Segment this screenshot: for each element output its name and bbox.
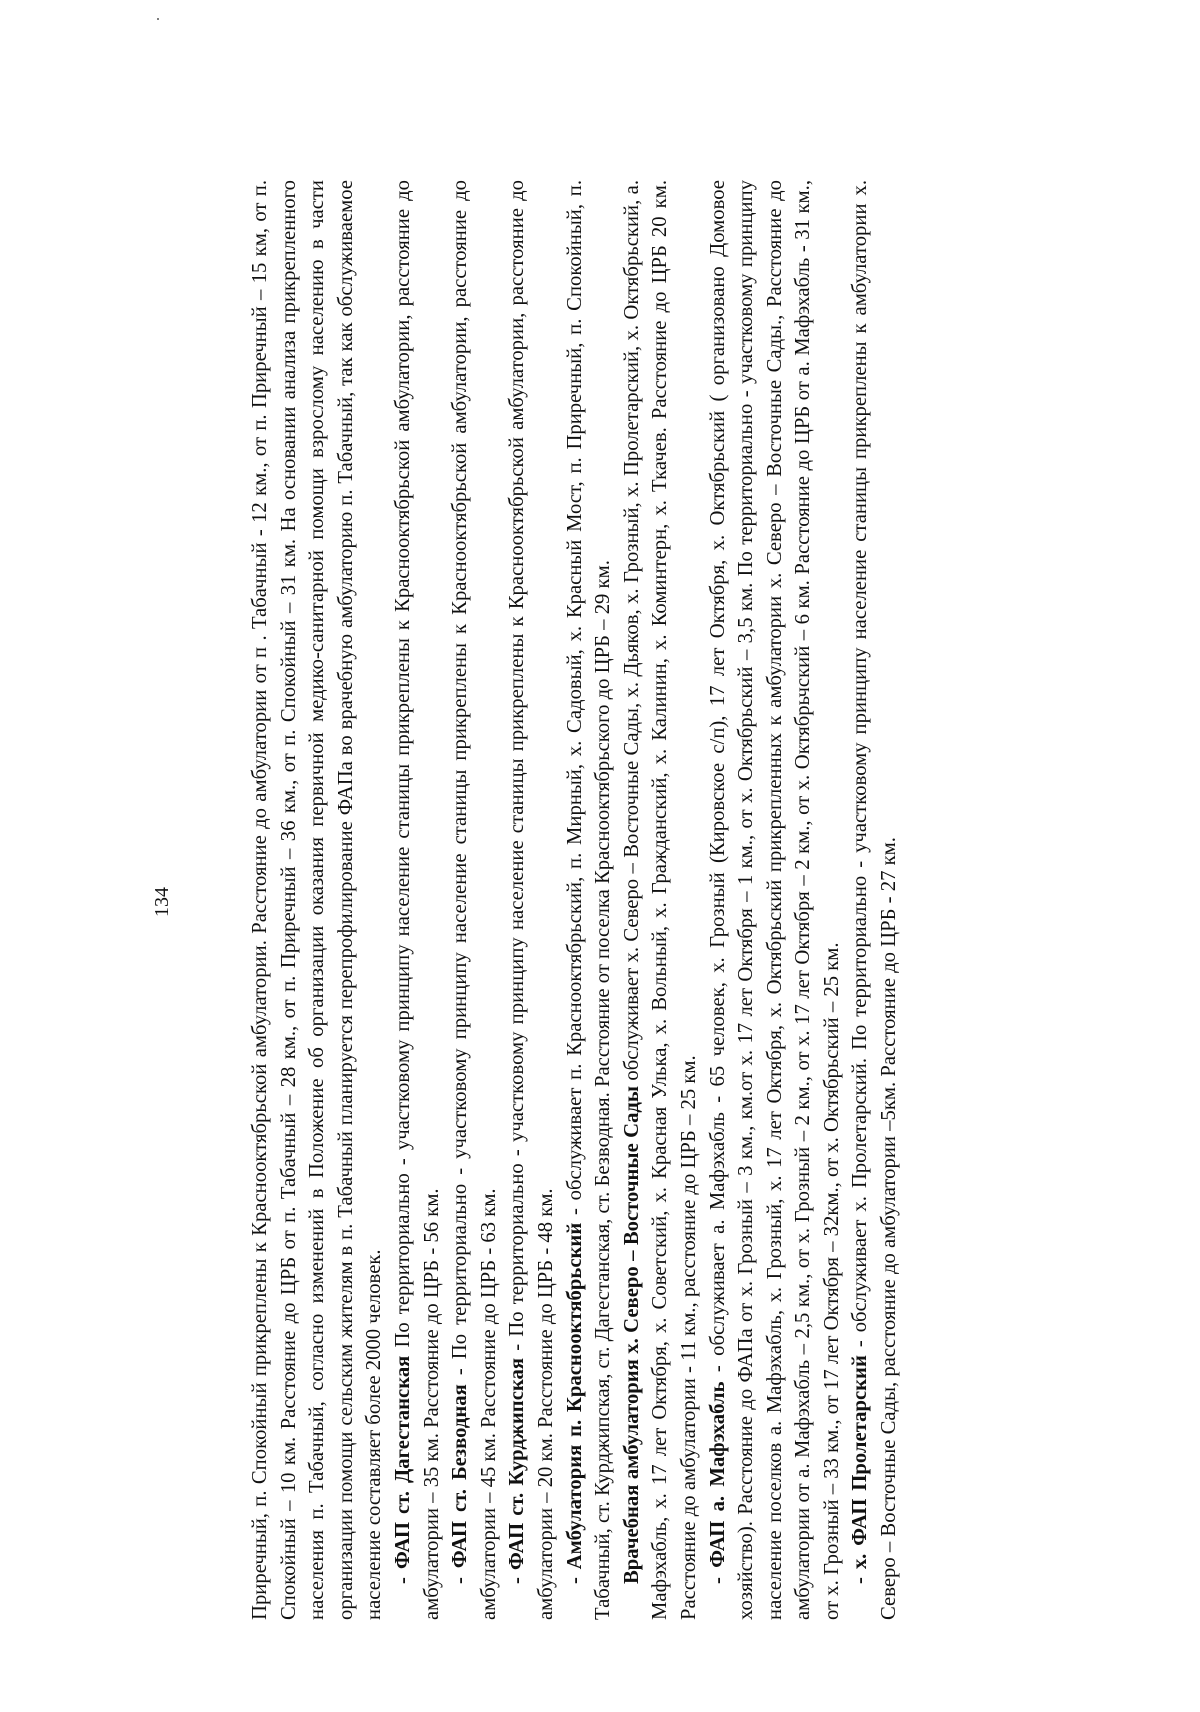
paragraph-heading: - х. ФАП Пролетарский <box>849 1355 872 1584</box>
paragraph-heading: - ФАП а. Мафэхабль <box>706 1381 729 1584</box>
paragraph-heading: - ФАП ст. Курджипская <box>506 1357 529 1584</box>
scan-speck <box>157 18 159 20</box>
paragraph-tabachny <box>246 180 389 1620</box>
paragraph-fap-mafehabl <box>704 180 847 1620</box>
paragraph-heading: Врачебная амбулатория х. Северо – Восточные Сады <box>620 1085 643 1584</box>
paragraph-fap-proletarsky <box>846 180 903 1620</box>
paragraph-text: - По территориально - участковому принципу население станицы прикреплены к Краснооктябрьской амбулатории, расстояние до амбулатории – 20 км. Расстояние до ЦРБ - 48 км. <box>506 180 557 1620</box>
paragraph-ambulatory-severo-vostochnye-sady <box>618 180 704 1620</box>
paragraph-fap-dagestanskaya <box>389 180 446 1620</box>
paragraph-text: Приречный, п. Спокойный прикреплены к Краснооктябрьской амбулатории. Расстояние до амбулатории от п . Табачный - 12 км., от п. Приречный – 15 км, от п. Спокойный – 10 км. Расстояние до ЦРБ от п. Табачный – 28 км., от п. Приречный – 36 км., от п. Спокойный – 31 км. На основании анализа прикрепленного населения п. Табачный, согласно изменений в Положение об организации оказания первичной медико-санитарной помощи взрослому населению в части организации помощи сельским жителям в п. Табачный планируется перепрофилирование ФАПа во врачебную амбулаторию п. Табачный, так как обслуживаемое население составляет более 2000 человек. <box>249 180 386 1620</box>
paragraph-heading: - ФАП ст. Дагестанская <box>391 1355 414 1584</box>
paragraph-fap-kurdzhipskaya <box>503 180 560 1620</box>
paragraph-text: - обслуживает п. Краснооктябрьский, п. Мирный, х. Садовый, х. Красный Мост, п. Приречный, п. Спокойный, п. Табачный, ст. Курджипская, ст. Дагестанская, ст. Безводная. Расстояние от поселка Краснооктябрьского до ЦРБ – 29 км. <box>563 180 615 1620</box>
paragraph-fap-bezvodnaya <box>446 180 503 1620</box>
paragraph-text: - По территориально - участковому принципу население станицы прикреплены к Краснооктябрьской амбулатории, расстояние до амбулатории – 45 км. Расстояние до ЦРБ - 63 км. <box>449 180 500 1620</box>
paragraph-heading: - Амбулатория п. Краснооктябрьский <box>563 1222 586 1584</box>
body-text <box>246 180 904 1620</box>
paragraph-text: По территориально - участковому принципу население станицы прикреплены к Краснооктябрьской амбулатории, расстояние до амбулатории – 35 км. Расстояние до ЦРБ - 56 км. <box>391 180 443 1620</box>
paragraph-text: обслуживает х. Северо – Восточные Сады, х. Дьяков, х. Грозный, х. Пролетарский, х. Октябрьский, а. Мафэхабль, х. 17 лет Октября, х. Советский, х. Красная Улька, х. Вольный, х. Гражданский, х. Калинин, х. Коминтерн, х. Ткачев. Расстояние до ЦРБ 20 км. Расстояние до амбулатории - 11 км., расстояние до ЦРБ – 25 км. <box>620 180 700 1620</box>
paragraph-text: - обслуживает х. Пролетарский. По территориально - участковому принципу население станицы прикреплены к амбулатории х. Северо – Восточные Сады, расстояние до амбулатории –5км. Расстояние до ЦРБ - 27 км. <box>849 179 901 1620</box>
paragraph-heading: - ФАП ст. Безводная <box>449 1384 472 1584</box>
paragraph-text: - обслуживает а. Мафэхабль - 65 человек, х. Грозный (Кировское с/п), 17 лет Октября, х. Октябрьский ( организовано Домовое хозяйство). Расстояние до ФАПа от х. Грозный – 3 км., км.от х. 17 лет Октября – 1 км., от х. Октябрьский – 3,5 км. По территориально - участковому принципу население поселков а. Мафэхабль, х. Грозный, х. 17 лет Октября, х. Октябрьский прикрепленных к амбулатории х. Северо – Восточные Сады., Расстояние до амбулатории от а. Мафэхабль – 2,5 км., от х. Грозный – 2 км., от х. 17 лет Октября – 2 км., от х. Октябрьчский – 6 км. Расстояние до ЦРБ от а. Мафэхабль - 31 км., от х. Грозный – 33 км., от 17 лет Октября – 32км., от х. Октябрьский – 25 км. <box>706 180 843 1620</box>
rotated-page-content <box>148 92 1088 1712</box>
page-number: 134 <box>151 887 173 917</box>
paragraph-ambulatory-krasnooktyabrsky <box>561 180 618 1620</box>
